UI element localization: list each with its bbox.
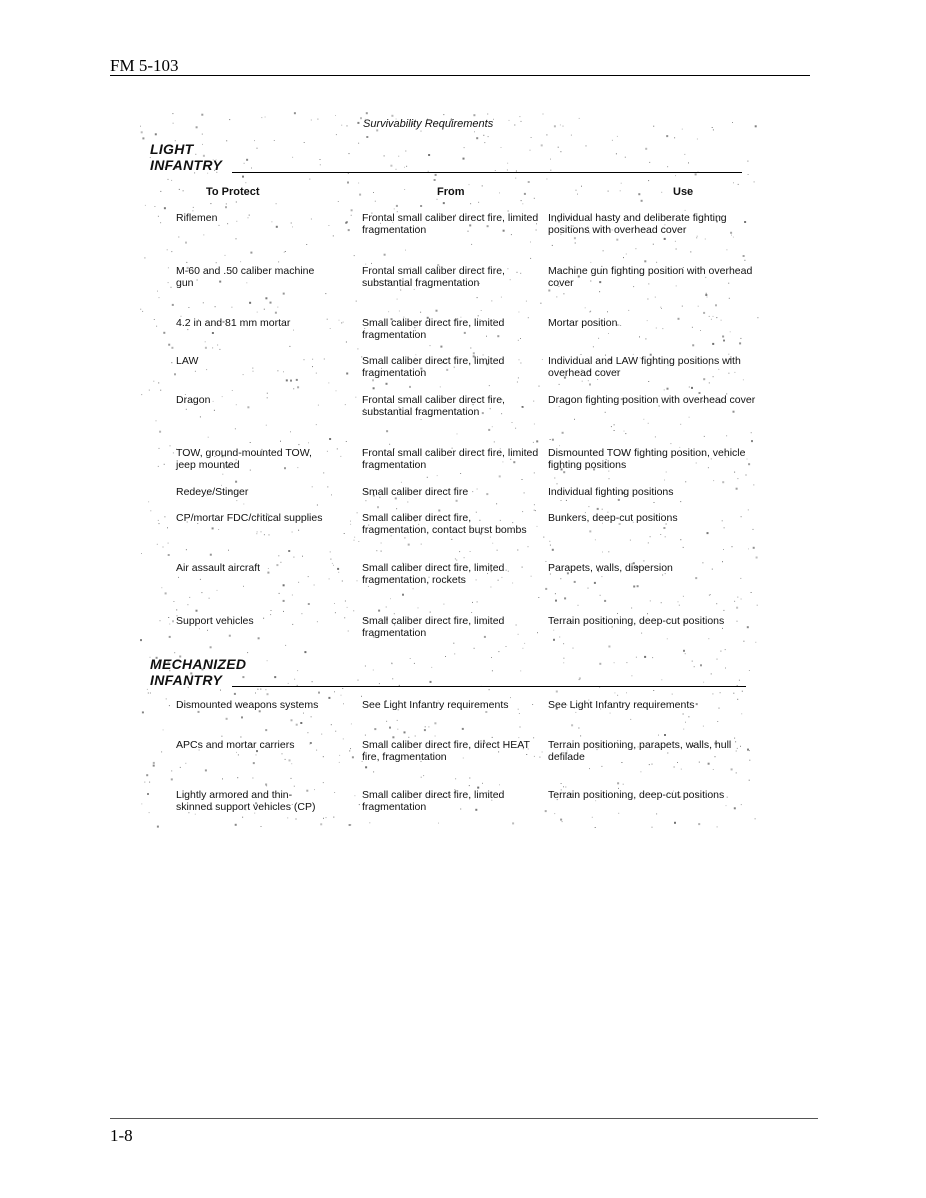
table-cell: Dragon fighting position with overhead cover <box>548 394 756 406</box>
table-cell: Terrain positioning, deep-cut positions <box>548 789 725 801</box>
table-cell: Frontal small caliber direct fire, substantial fragmentation <box>362 265 505 289</box>
table-cell: See Light Infantry requirements <box>548 699 695 711</box>
column-header-to-protect: To Protect <box>206 186 260 198</box>
header-rule <box>110 75 810 76</box>
column-header-from: From <box>437 186 465 198</box>
table-cell: Parapets, walls, dispersion <box>548 562 673 574</box>
table-cell: Terrain positioning, deep-cut positions <box>548 615 725 627</box>
table-cell: Air assault aircraft <box>176 562 261 574</box>
table-cell: Mortar position <box>548 317 618 329</box>
table-cell: Individual fighting positions <box>548 486 674 498</box>
table-cell: Machine gun fighting position with overhead cover <box>548 265 753 289</box>
table-cell: Frontal small caliber direct fire, limited fragmentation <box>362 212 539 236</box>
table-cell: TOW, ground-mounted TOW, jeep mounted <box>176 447 312 471</box>
section-title-mechanized-line1: MECHANIZED <box>150 656 247 672</box>
table-cell: Redeye/Stinger <box>176 486 249 498</box>
section-title-light-line2: INFANTRY <box>150 157 223 173</box>
table-cell: Small caliber direct fire, fragmentation, contact burst bombs <box>362 512 527 536</box>
table-cell: Small caliber direct fire, limited fragmentation <box>362 615 505 639</box>
table-cell: Lightly armored and thin-skinned support vehicles (CP) <box>176 789 316 813</box>
table-cell: Dismounted TOW fighting position, vehicle fighting positions <box>548 447 746 471</box>
figure-title: Survivability Requirements <box>363 118 494 130</box>
table-cell: Frontal small caliber direct fire, limited fragmentation <box>362 447 539 471</box>
table-cell: CP/mortar FDC/critical supplies <box>176 512 323 524</box>
running-header: FM 5-103 <box>110 56 179 75</box>
table-cell: Support vehicles <box>176 615 254 627</box>
table-cell: 4.2 in and 81 mm mortar <box>176 317 291 329</box>
table-cell: Small caliber direct fire, limited fragmentation <box>362 355 505 379</box>
table-cell: Small caliber direct fire, limited fragmentation <box>362 789 505 813</box>
section-rule-light <box>232 172 742 173</box>
table-cell: Terrain positioning, parapets, walls, hull defilade <box>548 739 732 763</box>
table-cell: Small caliber direct fire, limited fragmentation, rockets <box>362 562 505 586</box>
table-cell: Small caliber direct fire, limited fragmentation <box>362 317 505 341</box>
column-header-use: Use <box>673 186 694 198</box>
section-rule-mechanized <box>232 686 746 687</box>
table-cell: Individual and LAW fighting positions with overhead cover <box>548 355 741 379</box>
table-cell: Dragon <box>176 394 211 406</box>
table-cell: LAW <box>176 355 199 367</box>
table-cell: Frontal small caliber direct fire, substantial fragmentation <box>362 394 505 418</box>
table-cell: Bunkers, deep-cut positions <box>548 512 678 524</box>
table-cell: M-60 and .50 caliber machine gun <box>176 265 315 289</box>
table-cell: Dismounted weapons systems <box>176 699 319 711</box>
table-cell: Riflemen <box>176 212 218 224</box>
table-cell: APCs and mortar carriers <box>176 739 295 751</box>
section-title-light-line1: LIGHT <box>150 141 194 157</box>
page-number: 1-8 <box>110 1126 133 1145</box>
footer-rule <box>110 1118 818 1119</box>
table-cell: See Light Infantry requirements <box>362 699 509 711</box>
survivability-figure <box>140 112 765 832</box>
table-cell: Small caliber direct fire, direct HEAT fire, fragmentation <box>362 739 530 763</box>
table-cell: Individual hasty and deliberate fighting positions with overhead cover <box>548 212 727 236</box>
table-cell: Small caliber direct fire <box>362 486 469 498</box>
section-title-mechanized-line2: INFANTRY <box>150 672 223 688</box>
